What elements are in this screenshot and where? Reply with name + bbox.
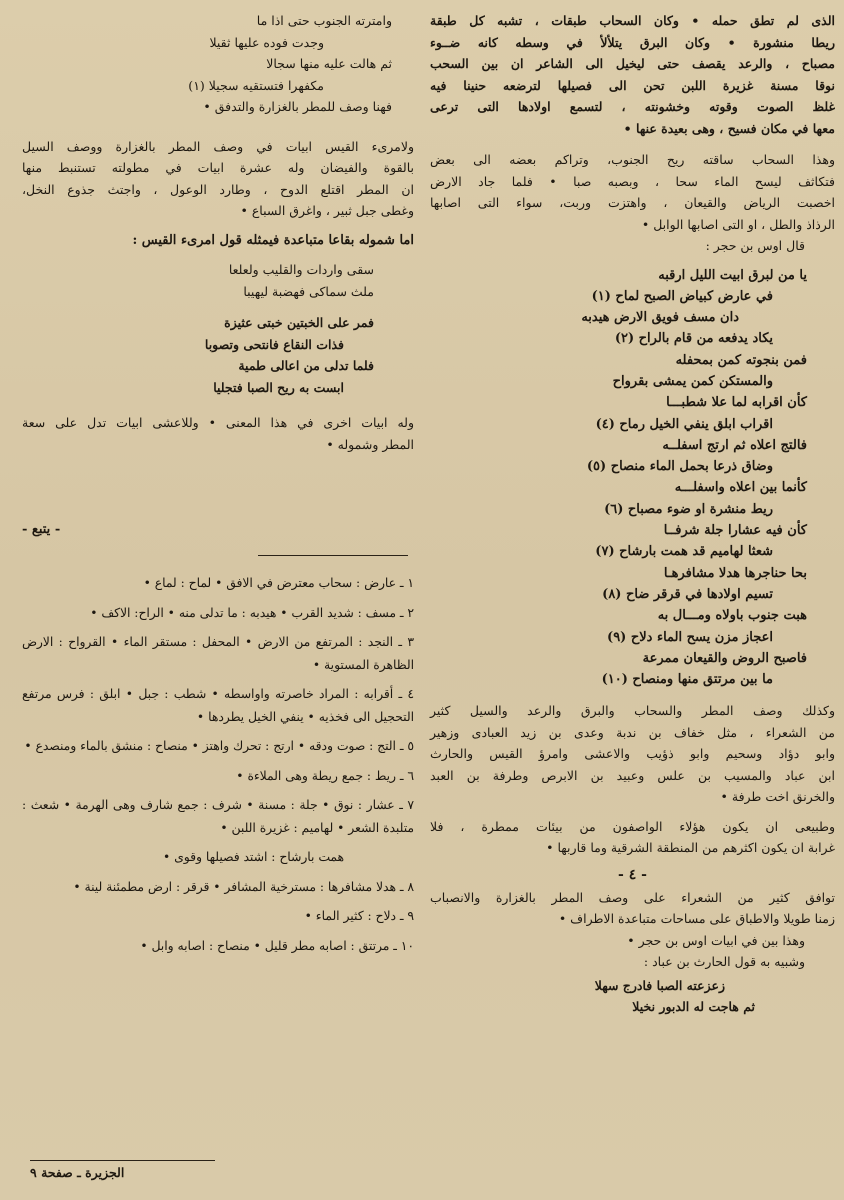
verse-line: فلما تدلى من اعالى طمية xyxy=(238,358,374,373)
text-line: اخصبت الرياض والقيعان ، واهتزت وربت، سواء التى اصابها xyxy=(430,195,835,210)
poem-imru-alqais-1 xyxy=(22,259,414,302)
text-line: والخرنق اخت طرفة • xyxy=(720,789,835,805)
text-line: ريطا منشورة • وكان البرق يتلألأ في وسطه كانه ضــوء xyxy=(430,34,835,50)
verse-line: ابست به ريح الصبا فتجليا xyxy=(213,379,344,395)
verse-line: ثم هاجت له الدبور نخيلا xyxy=(632,999,755,1015)
poem-aws-bin-hajar xyxy=(430,265,835,691)
verse-line: ما بين مرتتق منها ومنصاح (١٠) xyxy=(601,672,773,688)
verse-line: مكفهرا فتستقيه سجيلا (١) xyxy=(188,77,324,93)
right-paragraph-1 xyxy=(430,10,835,139)
text-line: ولامرىء القيس ابيات في وصف المطر بالغزارة ووصف السيل xyxy=(22,138,414,154)
footnote: همت بارشاح : اشتد فصيلها وقوى • xyxy=(162,850,344,864)
text-line: نوقا مسنة غزيرة اللبن تحن الى فصيلها لترضعه حنينا فيه xyxy=(430,77,835,93)
verse-line: فالتج اعلاه ثم ارتج اسفلــه xyxy=(662,437,807,453)
text-line: ابن عباد والمسيب بن علس وعبيد بن الابرص وطرفة بن العبد xyxy=(430,767,835,783)
left-column xyxy=(22,10,414,463)
verse-line: فمن بنجوته كمن بمحفله xyxy=(675,352,807,368)
section-number: - ٤ - xyxy=(618,866,647,883)
text-line: من الشعراء ، مثل خفاف بن ندبة وعدى بن زيد العبادى وزهير xyxy=(430,724,835,740)
verse-line: فاصبح الروض والقيعان ممرعة xyxy=(642,650,807,666)
left-paragraph-3 xyxy=(22,412,414,455)
verse-line: والمستكن كمن يمشى بقرواح xyxy=(612,373,773,389)
text-line: ان المطر اقتلع الدوح ، وطارد الوعول ، واجتث جذوع النخل، xyxy=(22,181,414,197)
text-line: وغطى جبل ثبير ، واغرق السباع • xyxy=(240,203,414,218)
page-footer: الجزيرة ـ صفحة ٩ xyxy=(30,1160,215,1180)
text-line: بالقوة والفيضان وله عشرة ابيات في مطولته تستنبط منها xyxy=(22,160,414,175)
verse-line: اقراب ابلق ينفي الخيل رماح (٤) xyxy=(595,416,773,432)
right-paragraph-4 xyxy=(430,816,835,859)
verse-line: كأن اقرابه لما علا شطبـــا xyxy=(666,395,807,411)
text-line: وهذا بين في ابيات اوس بن حجر • xyxy=(627,932,805,948)
verse-line: يكاد يدفعه من قام بالراح (٢) xyxy=(614,331,773,347)
poem-intro: قال اوس بن حجر : xyxy=(705,238,805,253)
footnote: ٧ ـ عشار : نوق • جلة : مسنة • شرف : جمع شارف وهى الهرمة • شعث : متلبدة الشعر • لهاميم : غزيرة اللبن • xyxy=(22,798,414,835)
text-line: وهذا السحاب ساقته ريح الجنوب، وتراكم بعضه الى بعض xyxy=(430,152,835,167)
text-line: وابو دؤاد وسحيم وابو ذؤيب والاعشى وامرؤ القيس والحارث xyxy=(430,746,835,762)
text-line: الذى لم تطق حمله • وكان السحاب طبقات ، تشبه كل طبقة xyxy=(430,13,835,28)
poem-continuation xyxy=(22,10,414,118)
footnote-divider xyxy=(258,555,408,556)
verse-line: يا من لبرق ابيت الليل ارقبه xyxy=(658,267,807,283)
footnote: ٦ ـ ريط : جمع ريطة وهى الملاءة • xyxy=(236,768,414,783)
verse-line: فذات النقاع فانتحى وتصوبا xyxy=(204,336,344,352)
left-paragraph-2 xyxy=(22,136,414,222)
poem-harith-bin-abbad xyxy=(430,975,835,1018)
text-line: الرذاذ والطل ، او التى اصابها الوابل • xyxy=(641,216,835,232)
text-line: مصباح ، والرعد يقصف حتى ليخيل الى الشاعر ان بين السحب xyxy=(430,56,835,71)
verse-line: ريط منشرة او ضوء مصباح (٦) xyxy=(604,501,773,517)
text-line: زمنا طويلا والاطباق على مساحات متباعدة الاطراف • xyxy=(558,911,835,927)
text-line: غلظ الصوت وقوته وخشونته ، لتسمع اولادها التى ترعى xyxy=(430,99,835,114)
right-column xyxy=(430,10,835,1026)
verse-line: زعزعته الصبا فادرج سهلا xyxy=(594,977,725,993)
footnote: ٩ ـ دلاح : كثير الماء • xyxy=(304,909,414,923)
footnote: ٤ ـ أقرابه : المراد خاصرته واواسطه • شطب : جبل • ابلق : فرس مرتفع التحجيل الى فخذيه • ينفي الخيل يطردها • xyxy=(22,687,414,724)
verse-line: وامترته الجنوب حتى اذا ما xyxy=(256,13,392,28)
verse-line: فمر على الخبتين خبتى عثيزة xyxy=(224,315,374,330)
verse-line: هبت جنوب باولاه ومـــال به xyxy=(657,608,807,624)
footnote: ٨ ـ هدلا مشافرها : مسترخية المشافر • قرقر : ارض مطمئنة لينة • xyxy=(73,879,414,894)
right-paragraph-5 xyxy=(430,887,835,973)
footnotes xyxy=(22,572,414,964)
verse-line: كأنما بين اعلاه واسفلـــه xyxy=(674,480,807,496)
verse-line: وجدت فوده عليها ثقيلا xyxy=(209,34,324,50)
text-line: وله ابيات اخرى في هذا المعنى • وللاعشى ابيات تدل على سعة xyxy=(22,415,414,430)
text-line: معها في مكان فسيح ، وهى بعيدة عنها • xyxy=(623,120,835,136)
verse-line: سقى واردات والقليب ولعلعا xyxy=(228,262,374,277)
footnote: ١ ـ عارض : سحاب معترض في الافق • لماح : لماع • xyxy=(143,576,414,590)
section-heading: اما شموله بقاعا متباعدة فيمثله قول امرىء القيس : xyxy=(132,232,414,248)
verse-line: شعثا لهاميم قد همت بارشاح (٧) xyxy=(595,544,773,560)
footnote: ٣ ـ النجد : المرتفع من الارض • المحفل : مستقر الماء • القرواح : الارض الظاهرة المستوية • xyxy=(22,635,414,672)
text-line: فتكاثف ليسح الماء سحا ، وبصبه صبا • فلما جاد الارض xyxy=(430,173,835,189)
text-line: فهنا وصف للمطر بالغزارة والتدفق • xyxy=(203,99,392,114)
verse-line: ملث سماكى فهضبة ليهيبا xyxy=(243,283,374,299)
verse-line: بحا حناجرها هدلا مشافرهـا xyxy=(663,565,807,581)
footnote: ٢ ـ مسف : شديد القرب • هيدبه : ما تدلى منه • الراح: الاكف • xyxy=(90,605,414,620)
right-paragraph-3 xyxy=(430,700,835,808)
text-line: غرابة ان يكون اكثرهم من المنطقة الشرقية وما قاربها • xyxy=(546,840,835,856)
poem-imru-alqais-2 xyxy=(22,312,414,398)
text-line: وشبيه به قول الحارث بن عباد : xyxy=(643,954,805,970)
verse-line: ثم هالت عليه منها سجالا xyxy=(266,56,392,71)
text-line: المطر وشموله • xyxy=(326,436,414,452)
footnote: ٥ ـ التج : صوت ودقه • ارتج : تحرك واهتز • منصاح : منشق بالماء ومنصدع • xyxy=(24,739,414,753)
verse-line: في عارض كبياض الصبح لماح (١) xyxy=(591,288,773,304)
verse-line: اعجاز مزن يسح الماء دلاح (٩) xyxy=(607,629,773,645)
verse-line: كأن فيه عشارا جلة شرفــا xyxy=(663,523,807,539)
verse-line: تسيم اولادها في قرقر ضاح (٨) xyxy=(602,586,773,602)
verse-line: دان مسف فويق الارض هيدبه xyxy=(581,310,739,326)
text-line: وكذلك وصف المطر والسحاب والبرق والرعد والسيل كثير xyxy=(430,703,835,719)
footnote: ١٠ ـ مرتتق : اصابه مطر قليل • منصاح : اصابه وابل • xyxy=(140,938,414,953)
text-line: توافق كثير من الشعراء على وصف المطر بالغزارة والانصباب xyxy=(430,889,835,905)
to-be-continued: - يتبع - xyxy=(22,522,61,537)
right-paragraph-2 xyxy=(430,149,835,257)
verse-line: وضاق ذرعا بحمل الماء منصاح (٥) xyxy=(586,459,773,475)
text-line: وطبيعى ان يكون هؤلاء الواصفون من بيئات ممطرة ، فلا xyxy=(430,818,835,834)
